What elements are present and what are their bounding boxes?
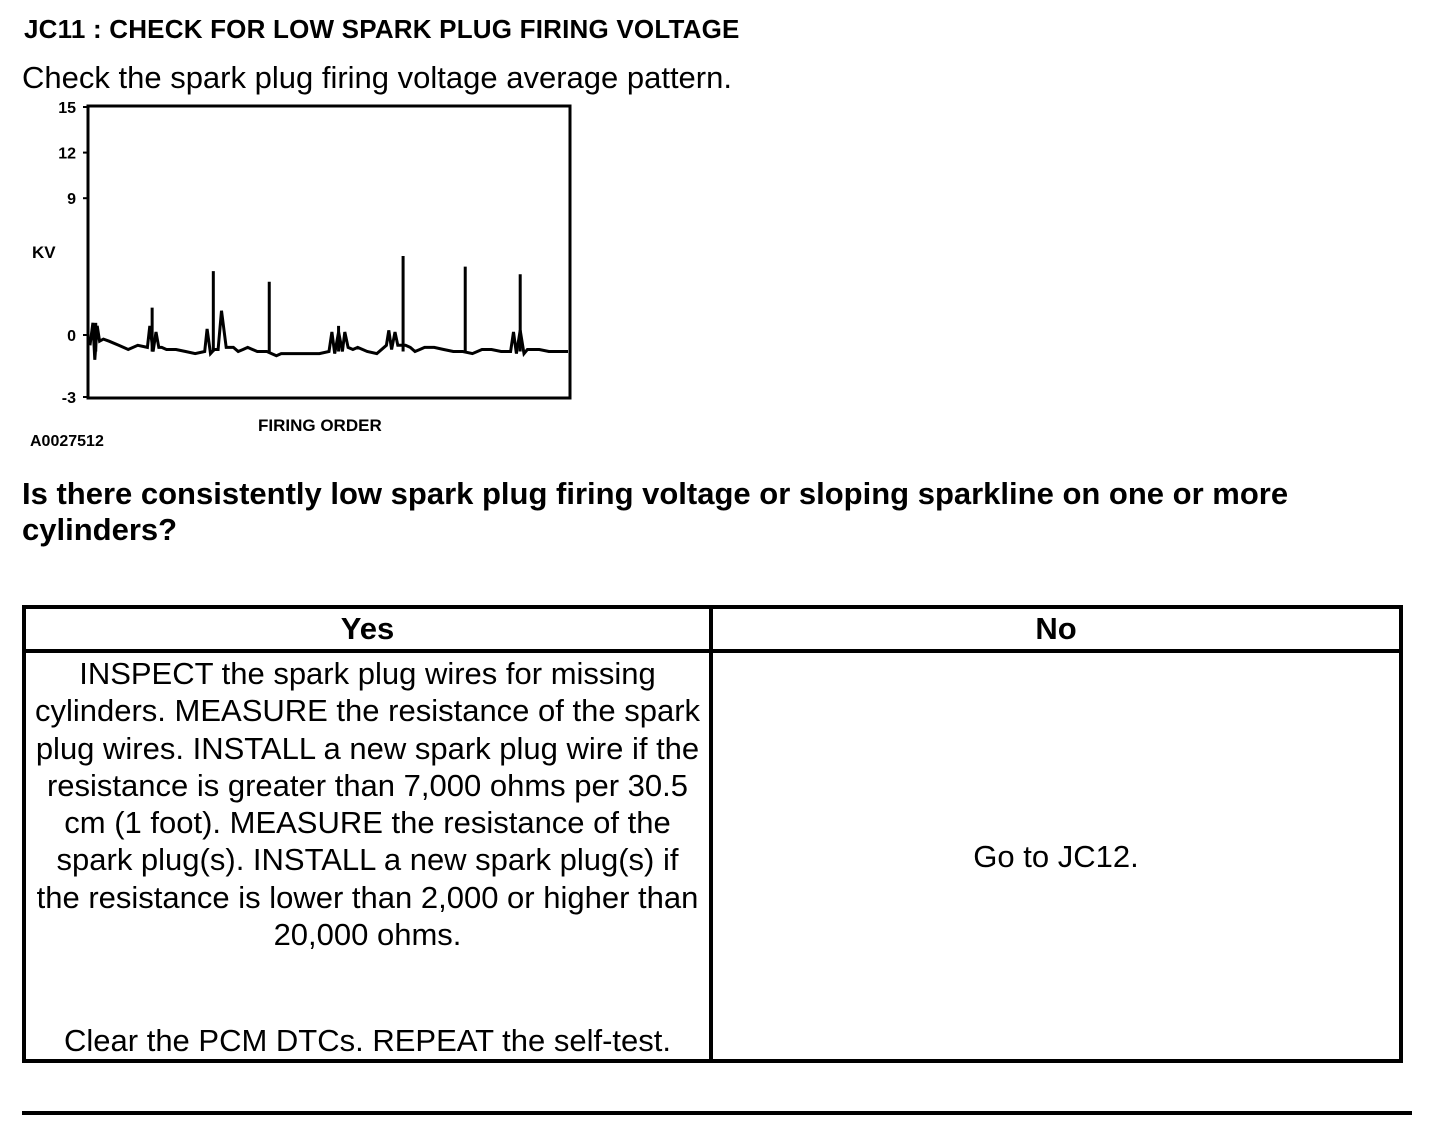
y-tick-label: 9 xyxy=(67,191,76,209)
answer-table xyxy=(22,605,1403,1063)
yes-action-footer: Clear the PCM DTCs. REPEAT the self-test. xyxy=(64,1023,671,1058)
page-title: JC11 : CHECK FOR LOW SPARK PLUG FIRING VOLTAGE xyxy=(24,14,740,44)
y-axis-label: KV xyxy=(32,243,56,262)
y-tick-label: 15 xyxy=(58,100,76,117)
firing-voltage-figure xyxy=(0,96,620,456)
x-axis-label: FIRING ORDER xyxy=(258,416,382,435)
no-header: No xyxy=(711,607,1401,651)
yes-header: Yes xyxy=(24,607,711,651)
y-tick-label: -3 xyxy=(61,390,76,407)
bottom-divider xyxy=(22,1111,1412,1115)
firing-voltage-chart xyxy=(0,96,620,456)
figure-id: A0027512 xyxy=(30,433,104,450)
diagnostic-question: Is there consistently low spark plug firing voltage or sloping sparkline on one or more cylinders? xyxy=(22,476,1289,547)
intro-text: Check the spark plug firing voltage average pattern. xyxy=(22,60,732,95)
voltage-trace xyxy=(90,311,568,360)
y-tick-label: 0 xyxy=(67,328,76,345)
no-action-cell: Go to JC12. xyxy=(711,651,1401,1061)
yes-action-text: INSPECT the spark plug wires for missing cylinders. MEASURE the resistance of the spark plug wires. INSTALL a new spark plug wire if the resistance is greater than 7,000 ohms per 30.5 cm (1 foot). MEASURE the resistance of the spark plug(s). INSTALL a new spark plug(s) if the resistance is lower than 2,000 or higher than 20,000 ohms. xyxy=(34,656,701,953)
y-tick-label: 12 xyxy=(58,145,76,163)
plot-frame xyxy=(88,106,570,398)
yes-action-cell xyxy=(24,651,711,1061)
